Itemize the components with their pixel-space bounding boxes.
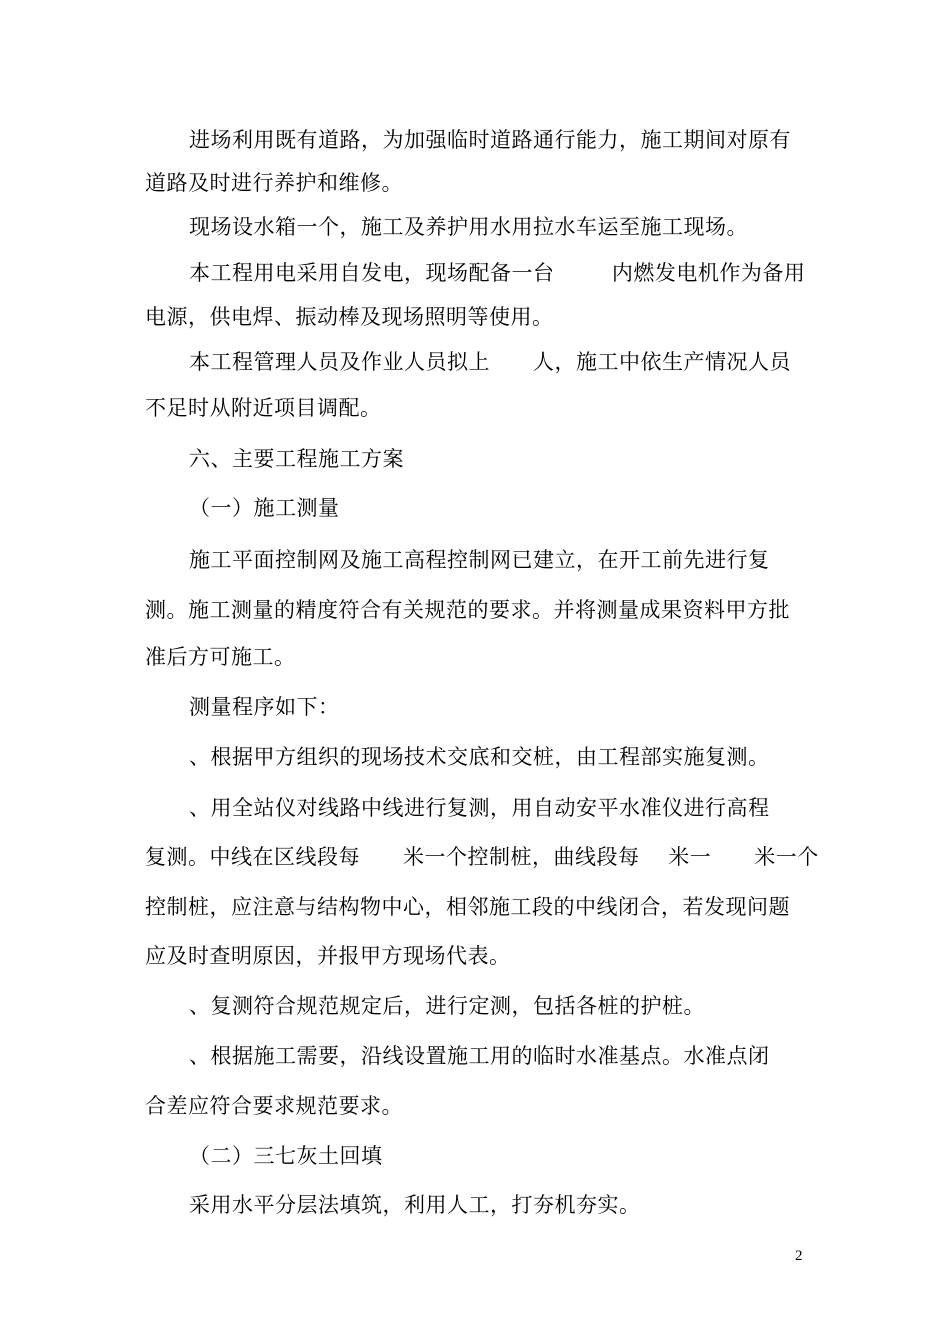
text-line: 施工平面控制网及施工高程控制网已建立，在开工前先进行复 — [189, 548, 770, 572]
text-line: 测。施工测量的精度符合有关规范的要求。并将测量成果资料甲方批 — [145, 598, 790, 622]
list-item: 、用全站仪对线路中线进行复测，用自动安平水准仪进行高程 — [189, 796, 770, 820]
text-line: 合差应符合要求规范要求。 — [145, 1094, 403, 1118]
text-line: 准后方可施工。 — [145, 645, 296, 669]
text-line: 本工程管理人员及作业人员拟上 人，施工中依生产情况人员 — [189, 350, 792, 374]
text-line: 应及时查明原因，并报甲方现场代表。 — [145, 944, 511, 968]
subsection-heading: （二）三七灰土回填 — [189, 1144, 383, 1168]
text-line: 采用水平分层法填筑，利用人工，打夯机夯实。 — [189, 1193, 641, 1217]
text-line: 进场利用既有道路，为加强临时道路通行能力，施工期间对原有 — [189, 128, 791, 152]
text-line: 道路及时进行养护和维修。 — [145, 171, 403, 195]
text-line: 不足时从附近项目调配。 — [145, 396, 382, 420]
text-line: 现场设水箱一个，施工及养护用水用拉水车运至施工现场。 — [189, 215, 748, 239]
list-item: 、复测符合规范规定后，进行定测，包括各桩的护桩。 — [189, 994, 705, 1018]
page-number: 2 — [795, 1248, 803, 1264]
text-line: 测量程序如下： — [189, 695, 340, 719]
subsection-heading: （一）施工测量 — [189, 496, 340, 520]
text-line: 本工程用电采用自发电，现场配备一台 内燃发电机作为备用 — [189, 261, 806, 285]
list-item: 、根据施工需要，沿线设置施工用的临时水准基点。水准点闭 — [189, 1044, 770, 1068]
text-line: 电源，供电焊、振动棒及现场照明等使用。 — [145, 305, 554, 329]
text-line: 控制桩，应注意与结构物中心，相邻施工段的中线闭合，若发现问题 — [145, 895, 790, 919]
section-heading: 六、主要工程施工方案 — [189, 447, 404, 471]
list-item: 、根据甲方组织的现场技术交底和交桩，由工程部实施复测。 — [189, 745, 770, 769]
text-line: 复测。中线在区线段每 米一个控制桩，曲线段每 米一 米一个 — [145, 845, 819, 869]
